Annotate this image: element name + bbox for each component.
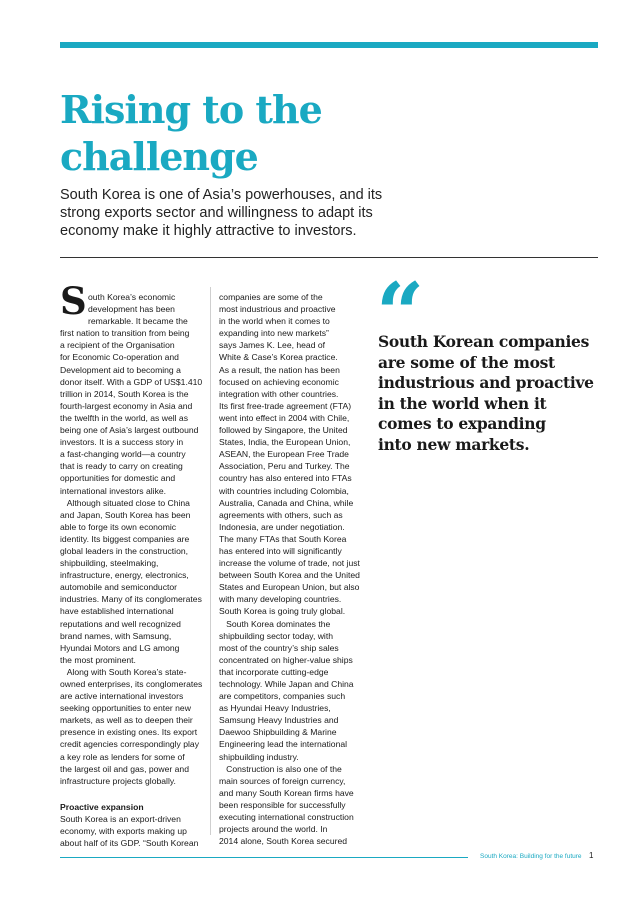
text-line: shipbuilding sector today, with [219,630,334,641]
text-line: outh Korea’s economic [88,292,176,302]
text-line: South Korea is an export-driven [60,813,181,824]
pull-quote-line: comes to expanding [378,414,546,433]
text-line: are competitors, companies such [219,691,346,702]
text-line: Although situated close to China [60,497,190,508]
quote-mark-icon: “ [376,264,425,363]
text-line: Construction is also one of the [219,763,342,774]
text-line: country has also entered into FTAs [219,473,352,484]
text-line: investors. It is a success story in [60,437,184,448]
article-column-1 [60,291,208,849]
text-line: Australia, Canada and China, while [219,497,354,508]
text-line: main sources of foreign currency, [219,775,346,786]
text-line: development has been [88,304,175,315]
title-line: challenge [60,134,258,179]
intro-line: South Korea is one of Asia’s powerhouses, and its [60,187,383,203]
text-line: remarkable. It became the [88,316,188,327]
text-line: Daewoo Shipbuilding & Marine [219,727,337,738]
text-line: concentrated on higher-value ships [219,654,353,665]
pull-quote-line: in the world when it [378,393,547,413]
pull-quote-line: industrious and proactive [378,373,594,392]
text-line: has entered into will significantly [219,545,342,556]
text-line: the most prominent. [60,654,136,665]
text-line: technology. While Japan and China [219,679,354,689]
text-line: a recipient of the Organisation [60,340,175,351]
text-line: went into effect in 2004 with Chile, [219,412,350,423]
text-line: focused on achieving economic [219,376,339,387]
text-line: industries. Many of its conglomerates [60,594,202,605]
text-line: Along with South Korea’s state- [60,666,187,677]
intro-line: strong exports sector and willingness to adapt its [60,205,373,221]
text-line: that is ready to carry on creating [60,461,183,472]
text-line: have established international [60,606,174,617]
text-line: States, India, the European Union, [219,437,351,448]
text-line: that incorporate cutting-edge [219,666,329,677]
pull-quote-line: into new markets. [378,434,530,454]
text-line: 2014 alone, South Korea secured [219,836,348,847]
pull-quote-line: are some of the most [378,352,555,372]
text-line: most of the country’s ship sales [219,642,339,653]
text-line: for Economic Co-operation and [60,352,179,363]
footer-text: South Korea: Building for the future [480,853,582,860]
page-number: 1 [589,851,594,860]
text-line: Hyundai Motors and LG among [60,642,180,653]
text-line: Development aid to becoming a [60,364,181,375]
text-line: South Korea dominates the [219,618,331,629]
text-line: Indonesia, are under negotiation. [219,521,345,532]
text-line: companies are some of the [219,292,323,302]
text-line: most industrious and proactive [219,304,336,315]
text-line: White & Case’s Korea practice. [219,352,338,363]
text-line: and Japan, South Korea has been [60,509,191,520]
text-line: a key role as lenders for some of [60,751,185,762]
pull-quote-line: South Korean companies [378,332,590,351]
text-line: shipbuilding industry. [219,751,299,762]
text-line: Its first free-trade agreement (FTA) [219,400,352,411]
text-line: as Hyundai Heavy Industries, [219,703,331,714]
text-line: able to forge its own economic [60,521,177,532]
text-line: Association, Peru and Turkey. The [219,461,350,472]
text-line: owned enterprises, its conglomerates [60,679,203,689]
text-line: automobile and semiconductor [60,582,178,593]
text-line: Engineering lead the international [219,739,348,750]
text-line: projects around the world. In [219,824,328,835]
text-line: Samsung Heavy Industries and [219,715,339,726]
text-line: shipbuilding, steelmaking, [60,558,159,569]
text-line: with countries including Colombia, [219,485,349,496]
page-title [60,86,560,180]
text-line: the twelfth in the world, as well as [60,412,189,423]
text-line: infrastructure projects globally. [60,775,176,786]
text-line: the largest oil and gas, power and [60,763,189,774]
footer-rule [60,857,468,858]
subheading: Proactive expansion [60,801,144,812]
top-accent-rule [60,42,598,48]
text-line: States and European Union, but also [219,582,360,593]
text-line: infrastructure, energy, electronics, [60,570,189,581]
text-line: seeking opportunities to enter new [60,703,191,714]
text-line: credit agencies correspondingly play [60,739,200,750]
text-line: identity. Its biggest companies are [60,533,190,544]
intro-paragraph [60,186,510,240]
text-line: are active international investors [60,691,184,702]
text-line: been responsible for successfully [219,799,346,810]
text-line: increase the volume of trade, not just [219,558,360,569]
text-line: fourth-largest economy in Asia and [60,400,193,411]
text-line: in the world when it comes to [219,316,330,327]
text-line: As a result, the nation has been [219,364,340,375]
pull-quote [378,332,608,455]
text-line: economy, with exports making up [60,826,187,837]
text-line: trillion in 2014, South Korea is the [60,388,189,399]
text-line: presence in existing ones. Its export [60,727,198,738]
section-divider [60,257,598,258]
text-line: being one of Asia’s largest outbound [60,425,199,436]
text-line: between South Korea and the United [219,570,360,581]
text-line: with many developing countries. [219,594,342,605]
drop-cap: S [60,279,87,323]
text-line: followed by Singapore, the United [219,425,348,436]
text-line: about half of its GDP. “South Korean [60,838,199,849]
intro-line: economy make it highly attractive to investors. [60,223,357,239]
text-line: and many South Korean firms have [219,787,354,798]
text-line: opportunities for domestic and [60,473,176,484]
text-line: ASEAN, the European Free Trade [219,449,349,460]
text-line: brand names, with Samsung, [60,630,172,641]
text-line: expanding into new markets” [219,328,329,339]
text-line: global leaders in the construction, [60,545,189,556]
text-line: international investors alike. [60,485,167,496]
text-line: agreements with others, such as [219,509,343,520]
text-line: executing international construction [219,812,354,823]
text-line: South Korea is going truly global. [219,606,346,617]
article-column-2 [219,291,367,847]
text-line: markets, as well as to deepen their [60,715,193,726]
text-line: a fast-changing world—a country [60,449,186,460]
text-line: The many FTAs that South Korea [219,533,347,544]
text-line: donor itself. With a GDP of US$1.410 [60,376,203,387]
text-line: first nation to transition from being [60,328,190,339]
text-line: reputations and well recognized [60,618,181,629]
column-divider [210,287,211,835]
text-line: says James K. Lee, head of [219,340,326,351]
title-line: Rising to the [60,87,322,132]
text-line: integration with other countries. [219,388,339,399]
